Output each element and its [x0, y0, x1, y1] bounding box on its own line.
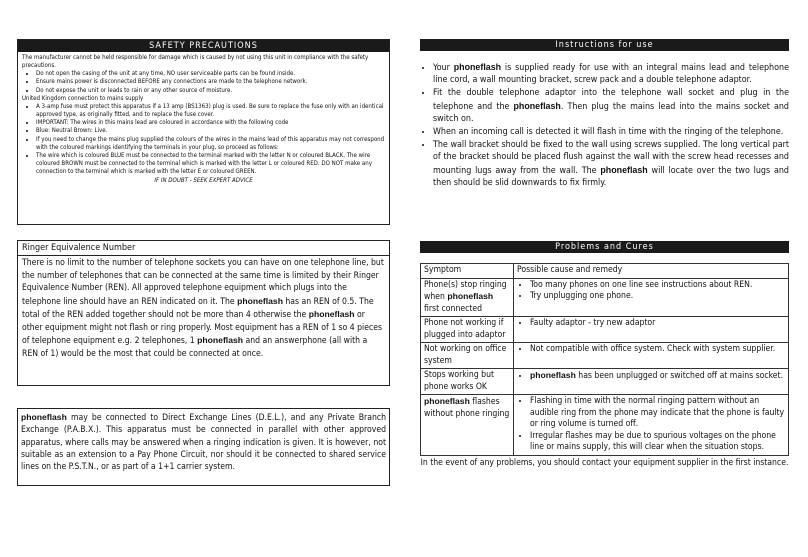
table-row: [421, 395, 789, 456]
connection-info-panel: [17, 408, 390, 486]
safety-footer: IF IN DOUBT - SEEK EXPERT ADVICE: [154, 177, 253, 185]
list-item: [530, 370, 785, 383]
text: The wall bracket should be fixed to the wall using screws supplied. The long vertical part of the bracket should be placed flush against the wall with the screw head recesses and mounting lugs away from the wall. The: [433, 140, 789, 176]
list-item: • Faulty adaptor - try new adaptor: [530, 318, 785, 330]
column-header-symptom: Symptom: [421, 264, 514, 279]
list-item: • Irregular flashes may be due to spurious voltages on the phone line or mains supply, this will clear when the situation stops.: [530, 431, 785, 454]
list-item: [433, 139, 789, 189]
text: and an answerphone (all with a REN of 1) would be the most that could be connected at once.: [22, 336, 368, 359]
list-item: • IMPORTANT: The wires in this mains lead are coloured in accordance with the following code: [36, 119, 385, 127]
list-item: [433, 61, 789, 86]
text: Fit the double telephone adaptor into the telephone wall socket and plug in the telephone and the: [433, 88, 789, 112]
table-header-row: [421, 264, 789, 279]
symptom-cell: [421, 395, 514, 456]
cause-cell: [514, 343, 789, 369]
brand-name: phoneflash: [21, 412, 67, 422]
list-item: [433, 87, 789, 125]
symptom-cell: Phone not working if plugged into adaptor: [421, 317, 514, 343]
instructions-title: Instructions for use: [420, 39, 789, 51]
problems-footer: In the event of any problems, you should contact your equipment supplier in the first instance.: [420, 457, 789, 468]
list-item: • Do not expose the unit or leads to rain or any other source of moisture.: [36, 87, 385, 95]
text: . Then plug the mains lead into the mains socket and switch on.: [433, 101, 789, 124]
problems-title: Problems and Cures: [420, 241, 789, 253]
list-item: • Not compatible with office system. Check with system supplier.: [530, 344, 785, 356]
cause-cell: [514, 395, 789, 456]
uk-heading: United Kingdom connection to mains supply: [22, 94, 144, 102]
problems-table: [420, 263, 789, 456]
text: is supplied ready for use with an integral mains lead and telephone line cord, a wall mounting bracket, screw pack and a double telephone adaptor.: [433, 63, 789, 86]
column-header-cause: Possible cause and remedy: [514, 264, 789, 279]
safety-title: SAFETY PRECAUTIONS: [18, 40, 389, 52]
list-item: • The wire which is coloured BLUE must be connected to the terminal marked with the letter N or coloured BLACK. The wire coloured BROWN must be connected to the terminal which is marked with the letter L or coloured RED. DO NOT make any connection to the terminal which is marked with the letter E or coloured GREEN.: [36, 152, 385, 176]
safety-intro: The manufacturer cannot be held responsible for damage which is caused by not using this unit in compliance with the safety precautions.: [22, 54, 369, 70]
safety-list-2: [22, 103, 385, 176]
brand-name: phoneflash: [453, 62, 502, 72]
text: flashes without phone ringing: [424, 397, 510, 419]
text: has an REN of 0.5. The total of the REN added together should not be more than 4 otherwise the: [22, 296, 374, 320]
list-item: • Ensure mains power is disconnected BEFORE any connections are made to the telephone network.: [36, 78, 385, 86]
text: or other equipment might not flash or ring properly. Most equipment has a REN of 1 so 4 pieces of telephone equipment e.g. 2 telephones, 1: [22, 310, 383, 346]
brand-name: phoneflash: [197, 335, 244, 345]
problems-panel: [420, 241, 789, 469]
cause-cell: [514, 369, 789, 395]
brand-name: phoneflash: [308, 309, 355, 319]
table-row: [421, 278, 789, 317]
ringer-equivalence-panel: [17, 240, 390, 386]
list-item: • Flashing in time with the normal ringing pattern without an audible ring from the phone may indicate that the phone is faulty or ring volume is turned off.: [530, 396, 785, 431]
cause-cell: [514, 317, 789, 343]
symptom-cell: [421, 278, 514, 317]
list-item: • If you need to change the mains plug supplied the colours of the wires in the mains lead of this apparatus may not correspond with the coloured markings identifying the terminals in your plug, so proceed as follows:: [36, 136, 385, 152]
list-item: • Try unplugging one phone.: [530, 291, 785, 303]
cause-cell: [514, 278, 789, 317]
text: Phone(s) stop ringing when: [424, 279, 507, 302]
symptom-cell: Not working on office system: [421, 343, 514, 369]
connection-text: may be connected to Direct Exchange Lines (D.E.L.), and any Private Branch Exchange (P.A.B.X.). This apparatus must be connected in parallel with other approved apparatus, where calls may be answered when a ringing indication is given. It is however, not suitable as an extension to a Pay Phone Circuit, nor should it be connected to shared service lines on the P.S.T.N., or as part of a 1+1 carrier system.: [21, 413, 386, 473]
brand-name: phoneflash: [447, 291, 494, 301]
instructions-list: [420, 61, 789, 189]
list-item: • A 3-amp fuse must protect this apparatus if a 13 amp (BS1363) plug is used. Be sure to replace the fuse only with an identical approved type, as originally fitted, and to replace the fuse cover.: [36, 103, 385, 119]
list-item: • Too many phones on one line see instructions about REN.: [530, 280, 785, 292]
brand-name: phoneflash: [600, 164, 648, 175]
safety-precautions-panel: [17, 39, 390, 225]
text: Your: [433, 63, 454, 73]
table-row: [421, 317, 789, 343]
brand-name: phoneflash: [237, 295, 283, 306]
text: There is no limit to the number of telephone sockets you can have on one telephone line, but the number of telephones that can be connected at the same time is limited by their Ringer Equivalence Number (REN). All approved telephone equipment which plugs into the telephone line should have an REN indicated on it. The: [22, 258, 384, 307]
instructions-panel: [420, 39, 789, 190]
text: has been unplugged or switched off at mains socket.: [575, 371, 784, 381]
table-row: [421, 369, 789, 395]
symptom-cell: Stops working but phone works OK: [421, 369, 514, 395]
list-item: • Blue: Neutral Brown: Live.: [36, 127, 385, 135]
list-item: • When an incoming call is detected it will flash in time with the ringing of the telephone.: [433, 126, 789, 138]
brand-name: phoneflash: [513, 100, 561, 111]
list-item: • Do not open the casing of the unit at any time, NO user serviceable parts can be found inside.: [36, 70, 385, 78]
ringer-title: Ringer Equivalence Number: [18, 241, 389, 256]
safety-list-1: [22, 70, 385, 94]
ringer-text: [18, 256, 389, 361]
brand-name: phoneflash: [424, 396, 470, 406]
text: first connected: [424, 303, 483, 314]
table-row: [421, 343, 789, 369]
brand-name: phoneflash: [530, 370, 576, 380]
text: will locate over the two lugs and then should be slid downwards to fix firmly.: [433, 165, 789, 188]
